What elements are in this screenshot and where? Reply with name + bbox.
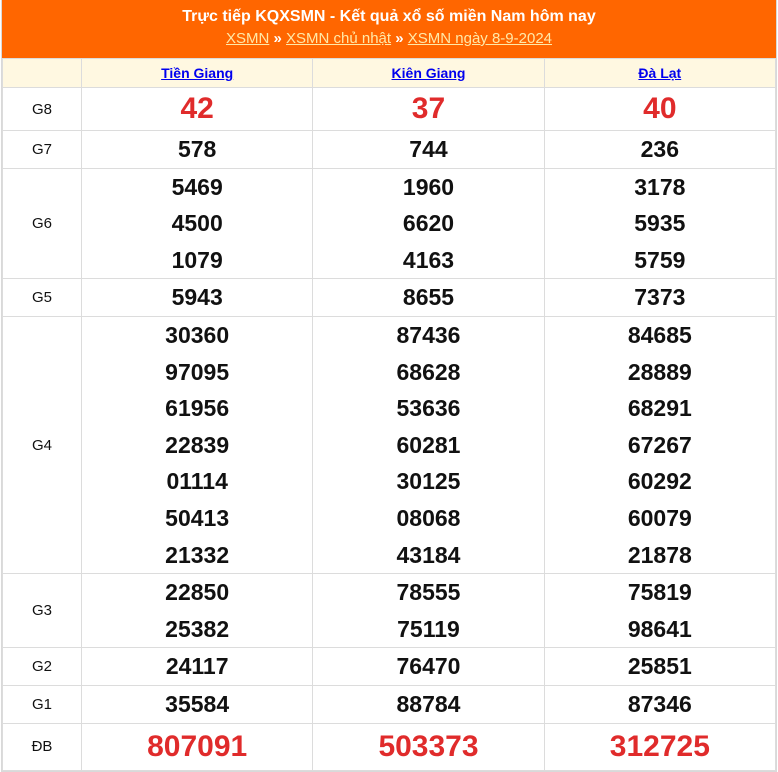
prize-number: 88784 (396, 690, 461, 717)
prize-label: G6 (3, 168, 82, 279)
prize-number: 61956 (165, 395, 230, 422)
prize-cell (544, 574, 775, 648)
prize-number: 60281 (396, 431, 461, 458)
prize-number: 37 (411, 92, 446, 125)
prize-number: 76470 (396, 653, 461, 680)
prize-number: 43184 (396, 541, 461, 568)
prize-number: 7373 (634, 284, 686, 311)
prize-number: 78555 (396, 579, 461, 606)
prize-number: 24117 (165, 653, 229, 680)
prize-cell (82, 574, 313, 648)
prize-number: 75819 (627, 579, 692, 606)
prize-table-body (3, 88, 776, 771)
prize-label: G5 (3, 279, 82, 317)
prize-number: 5935 (634, 210, 686, 237)
prize-row (3, 168, 776, 279)
prize-number: 60079 (627, 504, 692, 531)
prize-number: 53636 (396, 395, 461, 422)
prize-cell (82, 723, 313, 770)
prize-cell (82, 168, 313, 279)
prize-label: G7 (3, 131, 82, 169)
results-panel (1, 0, 777, 772)
prize-number: 42 (180, 92, 214, 125)
prize-cell (313, 648, 544, 686)
prize-number: 97095 (165, 358, 230, 385)
prize-number: 4500 (171, 210, 223, 237)
prize-cell (313, 131, 544, 169)
prize-row (3, 723, 776, 770)
prize-row (3, 648, 776, 686)
prize-row (3, 279, 776, 317)
special-prize-number: 503373 (378, 729, 479, 763)
special-prize-number: 807091 (147, 729, 248, 763)
prize-cell (544, 88, 775, 131)
prize-number: 50413 (165, 504, 230, 531)
prize-number: 01114 (166, 468, 228, 495)
prize-number: 5943 (171, 284, 223, 311)
prize-number: 21878 (627, 541, 692, 568)
prize-label: G3 (3, 574, 82, 648)
prize-number: 5759 (634, 246, 686, 273)
prize-number: 578 (177, 136, 217, 162)
prize-cell (82, 685, 313, 723)
prize-cell (82, 316, 313, 573)
results-table (2, 58, 776, 771)
prize-cell (544, 316, 775, 573)
prize-number: 25382 (165, 615, 230, 642)
prize-cell (544, 168, 775, 279)
prize-number: 68291 (627, 395, 692, 422)
table-header-row (3, 59, 776, 88)
prize-cell (313, 168, 544, 279)
special-prize-number: 312725 (609, 729, 710, 763)
prize-label: G1 (3, 685, 82, 723)
prize-cell (544, 723, 775, 770)
prize-number: 236 (640, 136, 680, 162)
prize-number: 28889 (627, 358, 692, 385)
prize-cell (313, 279, 544, 317)
prize-cell (82, 279, 313, 317)
prize-row (3, 574, 776, 648)
province-link-tien-giang[interactable]: Tiền Giang (161, 65, 234, 81)
prize-cell (544, 131, 775, 169)
prize-number: 68628 (396, 358, 461, 385)
breadcrumb-separator: » (395, 30, 404, 47)
prize-number: 744 (409, 136, 448, 162)
prize-number: 87436 (396, 321, 461, 348)
prize-number: 30125 (396, 468, 461, 495)
prize-row (3, 131, 776, 169)
prize-cell (313, 685, 544, 723)
prize-number: 21332 (165, 541, 230, 568)
province-link-da-lat[interactable]: Đà Lạt (638, 65, 682, 81)
prize-number: 3178 (634, 173, 686, 200)
prize-number: 60292 (627, 468, 692, 495)
prize-number: 1960 (402, 173, 455, 200)
prize-cell (544, 279, 775, 317)
prize-cell (82, 88, 313, 131)
prize-cell (313, 574, 544, 648)
breadcrumb-xsmn[interactable]: XSMN (225, 30, 270, 47)
prize-number: 6620 (402, 210, 455, 237)
prize-label: ĐB (3, 723, 82, 770)
prize-cell (82, 648, 313, 686)
prize-number: 84685 (627, 321, 692, 348)
prize-label: G4 (3, 316, 82, 573)
prize-number: 40 (643, 92, 677, 125)
prize-label: G2 (3, 648, 82, 686)
prize-number: 4163 (402, 246, 455, 273)
prize-number: 22839 (165, 431, 230, 458)
prize-cell (544, 685, 775, 723)
prize-cell (544, 648, 775, 686)
breadcrumb (2, 29, 776, 49)
prize-cell (313, 88, 544, 131)
page-title: Trực tiếp KQXSMN - Kết quả xổ số miền Nam hôm nay (182, 8, 596, 25)
header-corner-cell (3, 59, 82, 88)
prize-row (3, 316, 776, 573)
prize-number: 75119 (397, 615, 460, 642)
prize-row (3, 88, 776, 131)
province-header (313, 59, 544, 88)
prize-number: 8655 (402, 284, 455, 311)
results-header (2, 0, 776, 58)
prize-cell (313, 723, 544, 770)
prize-row (3, 685, 776, 723)
prize-label: G8 (3, 88, 82, 131)
prize-number: 5469 (171, 173, 223, 200)
province-header (82, 59, 313, 88)
prize-cell (313, 316, 544, 573)
prize-number: 08068 (396, 504, 461, 531)
prize-number: 67267 (627, 431, 692, 458)
prize-number: 35584 (165, 690, 230, 717)
province-link-kien-giang[interactable]: Kiên Giang (391, 65, 466, 81)
prize-number: 87346 (627, 690, 692, 717)
breadcrumb-separator: » (273, 30, 282, 47)
prize-number: 22850 (165, 579, 230, 606)
prize-number: 98641 (627, 615, 692, 642)
prize-cell (82, 131, 313, 169)
breadcrumb-xsmn-sunday[interactable]: XSMN chủ nhật (286, 30, 392, 47)
prize-number: 1079 (171, 246, 223, 273)
breadcrumb-xsmn-date[interactable]: XSMN ngày 8-9-2024 (407, 30, 553, 47)
prize-number: 30360 (165, 321, 230, 348)
prize-number: 25851 (627, 653, 692, 680)
province-header (544, 59, 775, 88)
